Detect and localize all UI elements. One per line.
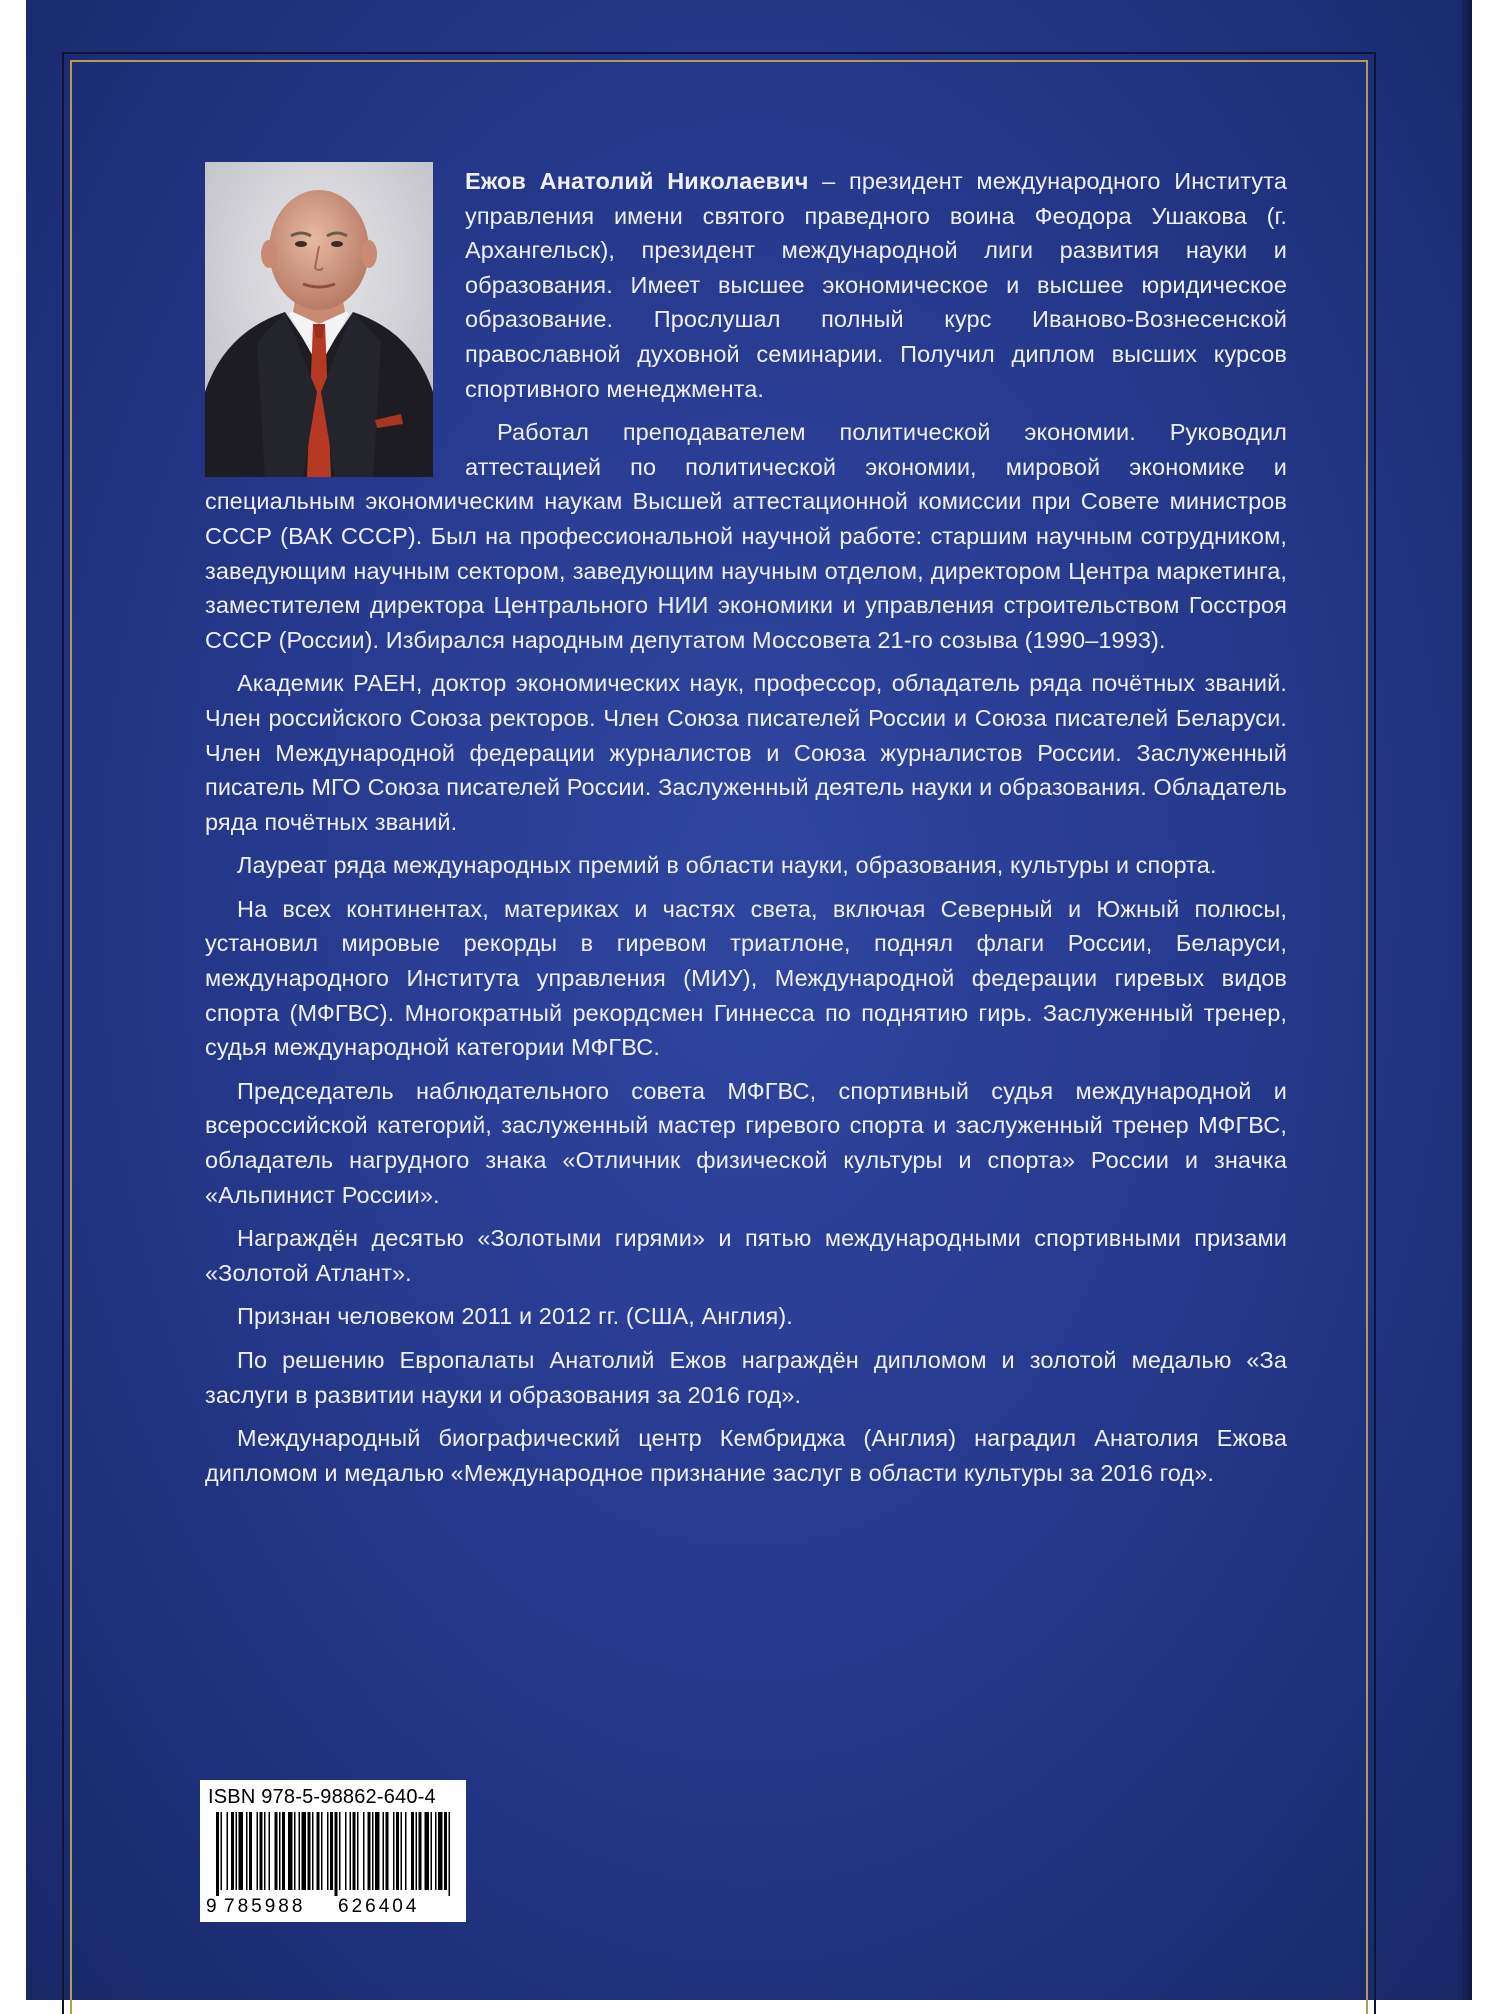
barcode-bar (221, 1812, 223, 1890)
barcode-bar (372, 1812, 374, 1890)
bio-paragraph-9: По решению Европалаты Анатолий Ежов награждён дипломом и золотой медалью «За заслуги в развитии науки и образования за 2016 год». (205, 1347, 1287, 1408)
barcode-bar (345, 1812, 347, 1890)
bio-paragraph-7: Награждён десятью «Золотыми гирями» и пятью международными спортивными призами «Золотой Атлант». (205, 1225, 1287, 1286)
barcode-bar (275, 1812, 278, 1890)
barcode-bar (350, 1812, 352, 1890)
barcode-bar (279, 1812, 281, 1890)
barcode-digits-left: 785988 (224, 1896, 306, 1917)
barcode-bar (383, 1812, 385, 1890)
barcode-bar (236, 1812, 238, 1890)
barcode-bar (321, 1812, 323, 1890)
barcode-bar (288, 1812, 293, 1890)
barcode-bar (401, 1812, 403, 1890)
barcode-bar (269, 1812, 271, 1890)
barcode-bar (449, 1812, 451, 1896)
barcode-digit-first: 9 (206, 1896, 217, 1917)
barcode-digits-right: 626404 (338, 1896, 420, 1917)
barcode-bar (317, 1812, 320, 1890)
barcode-bar (282, 1812, 285, 1890)
bio-paragraph-8: Признан человеком 2011 и 2012 гг. (США, Англия). (237, 1303, 793, 1330)
barcode-bar (353, 1812, 356, 1890)
isbn-barcode (200, 1780, 466, 1922)
barcode-bar (264, 1812, 266, 1890)
barcode-bar (227, 1812, 229, 1890)
barcode-bar (396, 1812, 399, 1890)
barcode-bar (357, 1812, 359, 1890)
spine-edge (1462, 0, 1472, 2000)
isbn-number: ISBN 978-5-98862-640-4 (208, 1786, 436, 1808)
barcode-bar (335, 1812, 338, 1896)
author-name: Ежов Анатолий Николаевич (465, 168, 809, 194)
barcode-bar (368, 1812, 371, 1890)
bio-paragraph-3: Академик РАЕН, доктор экономических наук, профессор, обладатель ряда почётных званий. Член российского Союза ректоров. Член Союза писателей России и Союза писателей Беларуси. Член Международной федерации журналистов и Союза журналистов России. Заслуженный писатель МГО Союза писателей России. Заслуженный деятель науки и образования. Обладатель ряда почётных званий. (205, 670, 1287, 835)
bio-paragraph-1 (205, 164, 1287, 406)
portrait-spacer (205, 164, 465, 476)
barcode-bar (339, 1812, 341, 1890)
barcode-bar (239, 1812, 244, 1890)
bio-paragraph-6: Председатель наблюдательного совета МФГВС, спортивный судья международной и всероссийской категорий, заслуженный мастер гиревого спорта и заслуженный тренер МФГВС, обладатель нагрудного знака «Отличник физической культуры и спорта» России и значка «Альпинист России». (205, 1077, 1287, 1208)
bio-paragraph-4: Лауреат ряда международных премий в области науки, образования, культуры и спорта. (237, 852, 1217, 879)
barcode-bar (327, 1812, 329, 1890)
barcode-bar (299, 1812, 301, 1890)
bio-paragraph-1-text: – президент международного Института управления имени святого праведного воина Феодора Ушакова (г. Архангельск), президент международной лиги развития науки и образования. Имеет высшее экономическое и высшее юридическое образование. Прослушал полный курс Иваново-Вознесенской православной духовной семинарии. Получил диплом высших курсов спортивного менеджмента. (465, 168, 1287, 402)
barcode-bar (444, 1812, 447, 1890)
barcode-bars (216, 1812, 452, 1896)
barcode-bar (302, 1812, 307, 1890)
barcode-bar (386, 1812, 389, 1890)
barcode-bar (231, 1812, 234, 1890)
barcode-bar (294, 1812, 296, 1890)
barcode-bar (246, 1812, 248, 1890)
barcode-bar (216, 1812, 219, 1896)
barcode-bar (260, 1812, 263, 1890)
barcode-bar (375, 1812, 380, 1890)
barcode-bar (257, 1812, 259, 1890)
barcode-bar (435, 1812, 437, 1890)
barcode-bar (249, 1812, 252, 1890)
barcode-bar (416, 1812, 418, 1890)
barcode-bar (393, 1812, 395, 1890)
barcode-bar (431, 1812, 433, 1890)
barcode-bar (363, 1812, 365, 1890)
bio-paragraph-5: На всех континентах, материках и частях света, включая Северный и Южный полюсы, установил мировые рекорды в гиревом триатлоне, поднял флаги России, Беларуси, международного Института управления (МИУ), Международной федерации гиревых видов спорта (МФГВС). Многократный рекордсмен Гиннесса по поднятию гирь. Заслуженный тренер, судья международной категории МФГВС. (205, 895, 1287, 1061)
author-biography (205, 164, 1287, 1499)
bio-paragraph-10: Международный биографический центр Кембриджа (Англия) наградил Анатолия Ежова дипломом и медалью «Международное признание заслуг в области культуры за 2016 год». (205, 1425, 1287, 1486)
barcode-bar (438, 1812, 443, 1890)
barcode-bar (411, 1812, 414, 1890)
barcode-bar (312, 1812, 314, 1890)
barcode-bar (308, 1812, 311, 1890)
bio-paragraph-2: Работал преподавателем политической экономии. Руководил аттестацией по политической экономии, мировой экономике и специальным экономическим наукам Высшей аттестационной комиссии при Совете министров СССР (ВАК СССР). Был на профессиональной научной работе: старшим научным сотрудником, заведующим научным сектором, заведующим научным отделом, директором Центра маркетинга, заместителем директора Центрального НИИ экономики и управления строительством Госстроя СССР (России). Избирался народным депутатом Моссовета 21-го созыва (1990–1993). (205, 419, 1287, 653)
barcode-bar (419, 1812, 422, 1890)
barcode-bar (425, 1812, 430, 1890)
barcode-bar (405, 1812, 407, 1890)
barcode-bar (330, 1812, 333, 1890)
